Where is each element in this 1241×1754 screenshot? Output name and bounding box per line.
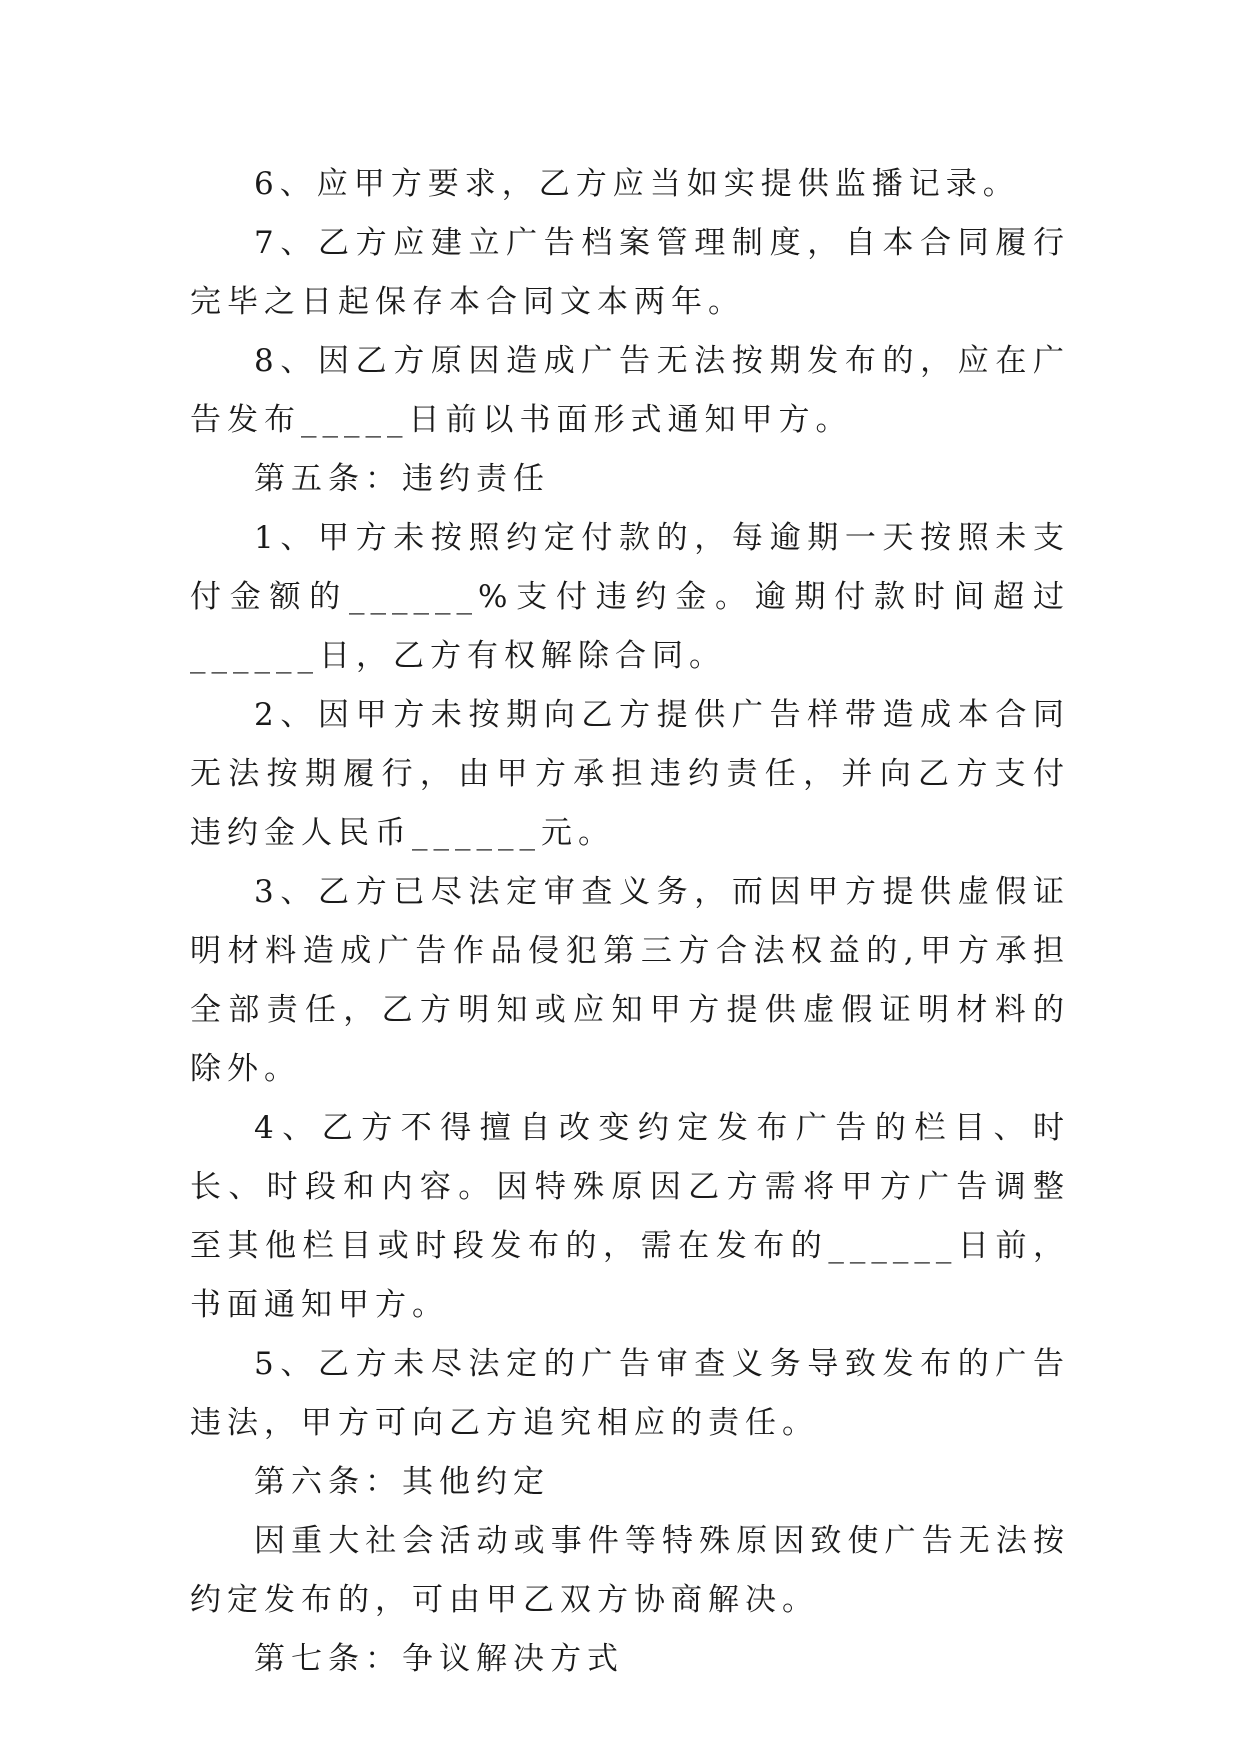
breach-item-5: 5、乙方未尽法定的广告审查义务导致发布的广告违法，甲方可向乙方追究相应的责任。 [190, 1346, 1070, 1441]
article-7-heading: 第七条：争议解决方式 [254, 1641, 624, 1677]
breach-item-2: 2、因甲方未按期向乙方提供广告样带造成本合同无法按期履行，由甲方承担违约责任，并向乙方支付违约金人民币______元。 [190, 697, 1070, 851]
article-6-heading: 第六条：其他约定 [254, 1464, 550, 1500]
breach-item-3: 3、乙方已尽法定审查义务，而因甲方提供虚假证明材料造成广告作品侵犯第三方合法权益的,甲方承担全部责任，乙方明知或应知甲方提供虚假证明材料的除外。 [190, 874, 1070, 1087]
article-5-heading: 第五条：违约责任 [254, 461, 550, 497]
clause-6-monitoring-records: 6、应甲方要求，乙方应当如实提供监播记录。 [254, 166, 1020, 202]
document-body [190, 155, 1070, 1689]
clause-8-delay-notice: 8、因乙方原因造成广告无法按期发布的，应在广告发布_____日前以书面形式通知甲方。 [190, 343, 1070, 438]
other-agreement-text: 因重大社会活动或事件等特殊原因致使广告无法按约定发布的，可由甲乙双方协商解决。 [190, 1523, 1070, 1618]
clause-7-archive-management: 7、乙方应建立广告档案管理制度，自本合同履行完毕之日起保存本合同文本两年。 [190, 225, 1070, 320]
breach-item-4: 4、乙方不得擅自改变约定发布广告的栏目、时长、时段和内容。因特殊原因乙方需将甲方广告调整至其他栏目或时段发布的，需在发布的______日前，书面通知甲方。 [190, 1110, 1070, 1323]
breach-item-1: 1、甲方未按照约定付款的，每逾期一天按照未支付金额的______%支付违约金。逾期付款时间超过______日，乙方有权解除合同。 [190, 520, 1070, 674]
